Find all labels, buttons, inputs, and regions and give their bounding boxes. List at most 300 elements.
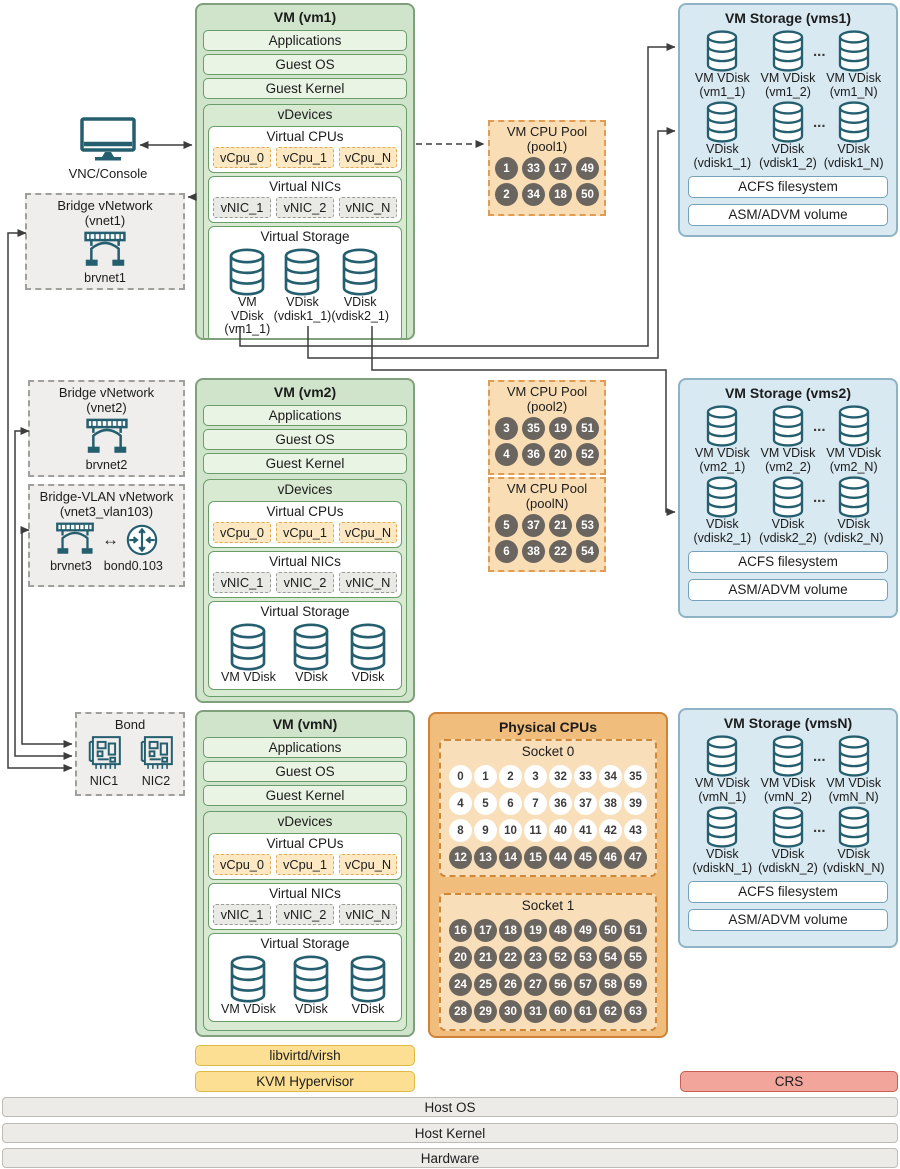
cpu-core: 50 <box>599 919 622 942</box>
libvirtd-bar: libvirtd/virsh <box>195 1045 415 1066</box>
vnic-chip: vNIC_1 <box>213 904 271 925</box>
vnc-console <box>62 116 154 181</box>
disk-cylinder-icon <box>290 955 332 1003</box>
cpu-core: 45 <box>574 846 597 869</box>
vdisk-label: VDisk <box>771 847 805 861</box>
cpu-core: 14 <box>499 846 522 869</box>
cpu-core: 12 <box>449 846 472 869</box>
vdisk-row <box>213 623 397 685</box>
cpu-core: 53 <box>576 514 599 537</box>
cpu-core: 38 <box>599 792 622 815</box>
cpu-core: 54 <box>599 946 622 969</box>
cpu-core: 38 <box>522 540 545 563</box>
virtual-nics-title: Virtual NICs <box>269 554 341 569</box>
vcpu-chip-row <box>213 147 397 168</box>
vdisk-label: VM VDisk <box>221 1002 276 1016</box>
vdisk <box>221 623 276 685</box>
cpu-core: 5 <box>495 514 518 537</box>
vm-storage-vms1 <box>678 3 898 237</box>
cpu-core: 25 <box>474 973 497 996</box>
disk-cylinder-icon <box>769 806 807 848</box>
crs-bar: CRS <box>680 1071 898 1092</box>
cpu-core: 49 <box>576 157 599 180</box>
cpu-core: 30 <box>499 1000 522 1023</box>
vdisk-label: VDisk <box>706 517 739 531</box>
cpu-core: 29 <box>474 1000 497 1023</box>
disk-cylinder-icon <box>769 735 807 777</box>
vm-cpu-pool-pool2 <box>488 380 606 475</box>
vdisk-label: (vmN_1) <box>698 789 747 804</box>
virtual-storage-box <box>208 933 402 1022</box>
pool-title-line2: (poolN) <box>525 495 569 511</box>
pool-title <box>492 125 602 154</box>
vdisk <box>756 806 821 875</box>
vm-layer-row: Guest Kernel <box>203 785 407 806</box>
vm-layer-row: Guest Kernel <box>203 453 407 474</box>
cpu-core: 17 <box>474 919 497 942</box>
cpu-core: 1 <box>495 157 518 180</box>
ellipsis: ... <box>813 748 826 765</box>
vm-cpu-pool-pool1 <box>488 120 606 216</box>
vnet1-bridge-label: brvnet1 <box>84 271 126 285</box>
vnic-chip: vNIC_N <box>339 904 397 925</box>
cpu-core: 44 <box>549 846 572 869</box>
pool-title <box>492 482 602 511</box>
cpu-core-row <box>492 157 602 180</box>
cpu-core: 58 <box>599 973 622 996</box>
nic2 <box>137 734 175 788</box>
ellipsis: ... <box>813 418 826 435</box>
ellipsis: ... <box>813 819 826 836</box>
cpu-core: 48 <box>549 919 572 942</box>
cpu-core: 3 <box>524 765 547 788</box>
disk-cylinder-icon <box>281 248 323 296</box>
vdisk <box>821 30 886 99</box>
cpu-core: 55 <box>624 946 647 969</box>
socket-box <box>439 893 657 1031</box>
vdisk-label: (vdisk1_1) <box>693 155 752 170</box>
cpu-core: 61 <box>574 1000 597 1023</box>
vdisk-label: VDisk <box>351 1002 385 1016</box>
vnic-chip: vNIC_1 <box>213 572 271 593</box>
bridge-vnetwork-vnet1 <box>25 193 185 290</box>
vm-layer-row: Guest Kernel <box>203 78 407 99</box>
cpu-core: 36 <box>549 792 572 815</box>
virtual-storage-box <box>208 226 402 340</box>
vcpu-chip: vCpu_1 <box>276 854 334 875</box>
vm-cpu-pool-poolN <box>488 477 606 572</box>
vdisk-label: (vdisk1_2) <box>759 155 817 170</box>
bond-box <box>75 712 185 796</box>
bridge-icon <box>84 417 130 458</box>
cpu-core: 37 <box>522 514 545 537</box>
cpu-core-row <box>492 540 602 563</box>
disk-cylinder-icon <box>703 30 741 72</box>
cpu-core: 52 <box>576 443 599 466</box>
cpu-core: 34 <box>599 765 622 788</box>
cpu-core: 8 <box>449 819 472 842</box>
cpu-core: 43 <box>624 819 647 842</box>
cpu-core: 0 <box>449 765 472 788</box>
vnet1-title <box>27 195 183 228</box>
virtual-nics-box <box>208 176 402 223</box>
cpu-core: 5 <box>474 792 497 815</box>
vdisk-label: VDisk <box>837 142 870 156</box>
vcpu-chip: vCpu_1 <box>276 147 334 168</box>
pool-title-line1: VM CPU Pool <box>506 384 588 399</box>
vdisk <box>690 735 755 804</box>
cpu-core: 22 <box>499 946 522 969</box>
vm-vmN <box>195 710 415 1037</box>
acfs-filesystem-bar: ACFS filesystem <box>688 551 888 573</box>
cpu-core: 26 <box>499 973 522 996</box>
cpu-core: 33 <box>522 157 545 180</box>
vdisk-label: VDisk <box>343 295 377 309</box>
vdevices-title: vDevices <box>277 814 333 829</box>
disk-cylinder-icon <box>703 735 741 777</box>
vm-layer-row: Applications <box>203 737 407 758</box>
cpu-core: 32 <box>549 765 572 788</box>
vdisk-row <box>688 101 888 170</box>
vdisk-label: VM VDisk <box>760 776 816 790</box>
vdisk-label: (vm1_1) <box>699 84 746 99</box>
cpu-core: 16 <box>449 919 472 942</box>
vdisk-row <box>688 735 888 804</box>
vnet1-title-line1: Bridge vNetwork <box>57 198 153 213</box>
vdisk-label: VM VDisk <box>694 776 750 790</box>
nic-card-icon <box>85 734 123 775</box>
vdisk-row <box>688 806 888 875</box>
asm-advm-volume-bar: ASM/ADVM volume <box>688 204 888 226</box>
disk-cylinder-icon <box>347 623 389 671</box>
cpu-core: 62 <box>599 1000 622 1023</box>
vdisk-label: VM VDisk <box>231 295 264 323</box>
vdisk-label: (vm2_1) <box>699 459 746 474</box>
disk-cylinder-icon <box>835 806 873 848</box>
cpu-core: 37 <box>574 792 597 815</box>
socket-title: Socket 1 <box>521 898 575 913</box>
cpu-core: 54 <box>576 540 599 563</box>
cpu-core: 35 <box>624 765 647 788</box>
vnet2-title-line2: (vnet2) <box>86 399 127 415</box>
storage-title: VM Storage (vms1) <box>724 10 852 26</box>
disk-cylinder-icon <box>703 405 741 447</box>
virtual-cpus-box <box>208 833 402 880</box>
vnic-chip: vNIC_1 <box>213 197 271 218</box>
vdevices-section <box>203 811 407 1031</box>
cpu-core: 28 <box>449 1000 472 1023</box>
vdisk <box>331 248 389 337</box>
vdisk-label: VDisk <box>771 142 805 156</box>
vdisk-label: (vdisk1_1) <box>273 308 332 323</box>
virtual-nics-title: Virtual NICs <box>269 179 341 194</box>
vdisk <box>821 476 886 545</box>
vdisk-row <box>688 405 888 474</box>
vdisk-label: VDisk <box>295 670 328 684</box>
vcpu-chip-row <box>213 854 397 875</box>
vdisk-row <box>688 30 888 99</box>
cpu-core: 47 <box>624 846 647 869</box>
vdisk-label: VM VDisk <box>826 446 882 460</box>
virtual-cpus-title: Virtual CPUs <box>266 836 344 851</box>
vm-title: VM (vm1) <box>273 9 337 25</box>
vm-storage-vmsN <box>678 708 898 948</box>
vdisk <box>821 735 886 804</box>
vdisk <box>347 955 389 1017</box>
virtual-storage-title: Virtual Storage <box>260 229 350 244</box>
disk-cylinder-icon <box>703 476 741 518</box>
vm-layer-row: Applications <box>203 30 407 51</box>
vdisk-label: (vdiskN_1) <box>692 860 753 875</box>
vm-layer-row: Guest OS <box>203 54 407 75</box>
vm-title: VM (vm2) <box>273 384 337 400</box>
vnic-chip-row <box>213 572 397 593</box>
host-kernel-bar: Host Kernel <box>2 1123 898 1143</box>
cpu-core-row <box>444 1000 652 1023</box>
virtual-cpus-box <box>208 501 402 548</box>
vnet3-title-line1: Bridge-VLAN vNetwork <box>39 489 174 504</box>
vnet2-title <box>30 382 183 415</box>
physical-cpus-title: Physical CPUs <box>498 719 598 735</box>
vdisk-label: VM VDisk <box>760 446 816 460</box>
vdisk-row <box>213 248 397 337</box>
cpu-core: 24 <box>449 973 472 996</box>
cpu-core: 23 <box>524 946 547 969</box>
cpu-core: 4 <box>449 792 472 815</box>
console-label: VNC/Console <box>68 166 148 181</box>
disk-cylinder-icon <box>703 806 741 848</box>
cpu-core: 41 <box>574 819 597 842</box>
pool-title-line2: (pool1) <box>526 138 568 154</box>
vm-vm2 <box>195 378 415 703</box>
vdisk-label: (vm1_1) <box>224 322 271 336</box>
bond-router-icon <box>125 523 159 557</box>
storage-title: VM Storage (vms2) <box>724 385 852 401</box>
cpu-core: 46 <box>599 846 622 869</box>
virtual-nics-box <box>208 883 402 930</box>
vdisk-label: VM VDisk <box>694 446 750 460</box>
cpu-core-row <box>492 443 602 466</box>
vdisk-label: VDisk <box>295 1002 328 1016</box>
cpu-core: 2 <box>499 765 522 788</box>
vdisk-label: (vm2_2) <box>765 459 811 474</box>
cpu-core: 27 <box>524 973 547 996</box>
vdisk <box>756 735 821 804</box>
vdisk-label: (vdisk2_1) <box>693 530 752 545</box>
virtual-storage-box <box>208 601 402 690</box>
vdisk-label: VDisk <box>351 670 385 684</box>
ellipsis: ... <box>813 489 826 506</box>
virtual-nics-box <box>208 551 402 598</box>
asm-advm-volume-bar: ASM/ADVM volume <box>688 909 888 931</box>
virtual-cpus-box <box>208 126 402 173</box>
cpu-core-row <box>444 846 652 869</box>
vdisk <box>274 248 332 337</box>
pool-title-line2: (pool2) <box>526 398 568 414</box>
vcpu-chip: vCpu_1 <box>276 522 334 543</box>
cpu-core-row <box>492 183 602 206</box>
cpu-core-row <box>444 819 652 842</box>
cpu-core: 21 <box>474 946 497 969</box>
bidirectional-arrow-icon: ↔ <box>102 530 119 549</box>
vdisk <box>690 30 755 99</box>
vdisk-label: VDisk <box>837 517 870 531</box>
vdisk <box>690 101 755 170</box>
vdisk <box>756 476 821 545</box>
host-os-bar: Host OS <box>2 1097 898 1117</box>
cpu-core: 22 <box>549 540 572 563</box>
cpu-core: 19 <box>524 919 547 942</box>
vdisk <box>347 623 389 685</box>
vnet3-title-line2: (vnet3_vlan103) <box>59 503 154 519</box>
vdisk <box>821 101 886 170</box>
vdisk-label: (vdisk2_2) <box>759 530 817 545</box>
cpu-core: 56 <box>549 973 572 996</box>
bridge-icon <box>84 417 130 453</box>
cpu-core: 9 <box>474 819 497 842</box>
cpu-core: 31 <box>524 1000 547 1023</box>
disk-cylinder-icon <box>835 476 873 518</box>
vdisk-label: VDisk <box>286 295 319 309</box>
cpu-core: 4 <box>495 443 518 466</box>
disk-cylinder-icon <box>835 405 873 447</box>
vdisk-row <box>213 955 397 1017</box>
vdisk-row <box>688 476 888 545</box>
vdisk-label: (vmN_N) <box>828 789 879 804</box>
cpu-core: 10 <box>499 819 522 842</box>
vcpu-chip-row <box>213 522 397 543</box>
vnic-chip: vNIC_2 <box>276 904 334 925</box>
vnet2-title-line1: Bridge vNetwork <box>58 385 155 400</box>
pool-title-line1: VM CPU Pool <box>506 124 588 139</box>
vnet1-title-line2: (vnet1) <box>84 212 126 228</box>
cpu-core-row <box>444 946 652 969</box>
cpu-core-row <box>444 792 652 815</box>
vdisk-label: (vdiskN_2) <box>758 860 818 875</box>
vdisk-label: (vm1_N) <box>829 84 878 99</box>
cpu-core: 6 <box>495 540 518 563</box>
cpu-core: 39 <box>624 792 647 815</box>
vdisk <box>821 405 886 474</box>
vnic-chip-row <box>213 904 397 925</box>
disk-cylinder-icon <box>703 101 741 143</box>
bridge-icon <box>82 230 128 266</box>
vdisk-label: VM VDisk <box>221 670 276 684</box>
vdisk <box>690 806 755 875</box>
cpu-core: 34 <box>522 183 545 206</box>
vnet3-bond-label: bond0.103 <box>103 559 163 573</box>
disk-cylinder-icon <box>835 30 873 72</box>
disk-cylinder-icon <box>769 30 807 72</box>
ellipsis: ... <box>813 114 826 131</box>
nic1-label: NIC1 <box>89 773 119 788</box>
vnic-chip: vNIC_2 <box>276 197 334 218</box>
vdisk-label: VDisk <box>706 847 739 861</box>
cpu-core: 3 <box>495 417 518 440</box>
disk-cylinder-icon <box>769 476 807 518</box>
cpu-core: 2 <box>495 183 518 206</box>
vm-layer-row: Applications <box>203 405 407 426</box>
vdisk <box>821 806 886 875</box>
cpu-core: 50 <box>576 183 599 206</box>
vdevices-title: vDevices <box>277 482 333 497</box>
cpu-core: 18 <box>499 919 522 942</box>
cpu-core-row <box>444 919 652 942</box>
vdevices-section <box>203 479 407 697</box>
virtual-storage-title: Virtual Storage <box>260 604 350 619</box>
socket-title: Socket 0 <box>521 744 575 759</box>
cpu-core-row <box>444 973 652 996</box>
vcpu-chip: vCpu_0 <box>213 522 271 543</box>
vdevices-section <box>203 104 407 340</box>
cpu-core: 49 <box>574 919 597 942</box>
vm-layer-row: Guest OS <box>203 429 407 450</box>
cpu-core-row <box>444 765 652 788</box>
bridge-icon <box>54 521 96 554</box>
vdisk-label: VM VDisk <box>826 776 882 790</box>
cpu-core: 60 <box>549 1000 572 1023</box>
vdisk-label: VM VDisk <box>694 71 750 85</box>
vcpu-chip: vCpu_N <box>339 147 397 168</box>
vdisk <box>290 955 332 1017</box>
vcpu-chip: vCpu_N <box>339 522 397 543</box>
bond-title: Bond <box>114 717 146 732</box>
disk-cylinder-icon <box>835 735 873 777</box>
disk-cylinder-icon <box>835 101 873 143</box>
cpu-core: 13 <box>474 846 497 869</box>
vnet3-bridge-label: brvnet3 <box>50 559 92 573</box>
vdisk-label: VDisk <box>837 847 870 861</box>
cpu-core: 17 <box>549 157 572 180</box>
cpu-core: 51 <box>624 919 647 942</box>
storage-title: VM Storage (vmsN) <box>723 715 853 731</box>
vdisk-label: (vm2_N) <box>829 459 878 474</box>
vdisk-label: VDisk <box>771 517 805 531</box>
cpu-core: 51 <box>576 417 599 440</box>
cpu-core: 6 <box>499 792 522 815</box>
vdisk-label: (vm1_2) <box>765 84 811 99</box>
ellipsis: ... <box>813 43 826 60</box>
vm-storage-vms2 <box>678 378 898 618</box>
hardware-bar: Hardware <box>2 1148 898 1168</box>
vnic-chip: vNIC_N <box>339 572 397 593</box>
cpu-core: 42 <box>599 819 622 842</box>
disk-cylinder-icon <box>347 955 389 1003</box>
disk-cylinder-icon <box>227 955 269 1003</box>
cpu-core: 20 <box>549 443 572 466</box>
kvm-hypervisor-bar: KVM Hypervisor <box>195 1071 415 1092</box>
cpu-core: 35 <box>522 417 545 440</box>
nic-card-icon <box>137 734 175 772</box>
vdisk <box>690 405 755 474</box>
cpu-core: 1 <box>474 765 497 788</box>
disk-cylinder-icon <box>769 101 807 143</box>
bridge-vlan-vnetwork-vnet3 <box>28 484 185 587</box>
cpu-core: 21 <box>549 514 572 537</box>
cpu-core: 7 <box>524 792 547 815</box>
cpu-core: 52 <box>549 946 572 969</box>
vdevices-title: vDevices <box>277 107 333 122</box>
nic-card-icon <box>85 734 123 772</box>
vm-title: VM (vmN) <box>272 716 338 732</box>
physical-cpus-box <box>428 712 668 1038</box>
vdisk <box>221 248 274 337</box>
vcpu-chip: vCpu_0 <box>213 854 271 875</box>
disk-cylinder-icon <box>290 623 332 671</box>
vnic-chip: vNIC_2 <box>276 572 334 593</box>
monitor-icon <box>79 116 137 162</box>
vcpu-chip: vCpu_0 <box>213 147 271 168</box>
